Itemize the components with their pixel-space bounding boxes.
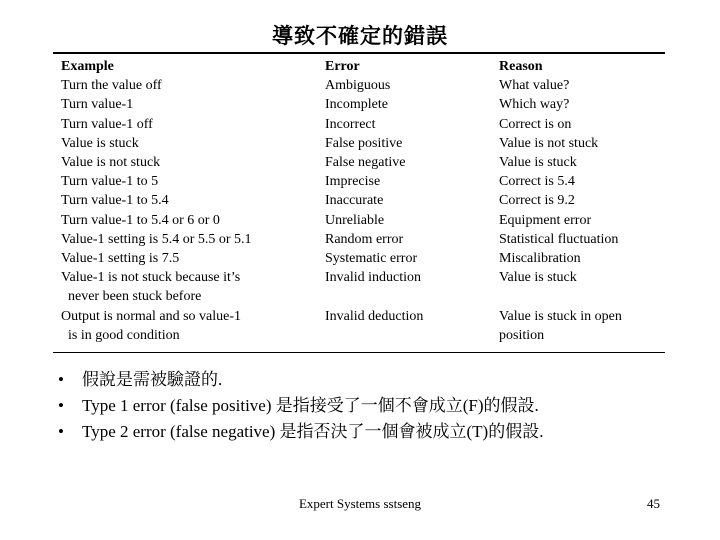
reason-cell: position [499,327,545,343]
table-top-rule [53,52,665,54]
table-bottom-rule [53,352,665,353]
error-cell: Inaccurate [325,193,384,209]
error-cell: Ambiguous [325,78,391,94]
error-cell: Invalid induction [325,270,422,286]
page-number: 45 [647,496,660,511]
example-list [61,76,311,345]
slide-title: 導致不確定的錯誤 [272,24,448,48]
example-column [61,57,311,345]
reason-cell: Statistical fluctuation [499,231,619,247]
reason-cell: Correct is 5.4 [499,174,575,190]
error-cell [325,326,490,345]
example-cell: Value-1 setting is 7.5 [61,251,180,267]
error-cell: Imprecise [325,174,381,190]
example-cell: is in good condition [61,327,180,343]
example-cell: Value is stuck [61,135,139,151]
bullet-text: Type 1 error (false positive) 是指接受了一個不會成立(F)的假設. [82,396,539,415]
error-cell: Incorrect [325,116,376,132]
bullet-text: 假說是需被驗證的. [82,370,223,389]
bullet-list [58,367,543,445]
reason-cell: Value is not stuck [499,135,599,151]
example-cell: Turn value-1 [61,97,134,113]
reason-cell: Equipment error [499,212,592,228]
example-header: Example [61,59,114,74]
reason-header: Reason [499,59,543,74]
reason-list [499,76,659,345]
error-cell: False negative [325,155,406,171]
reason-cell: Value is stuck in open [499,308,622,324]
example-cell: Output is normal and so value-1 [61,308,242,324]
error-column [325,57,490,345]
error-cell: Random error [325,231,404,247]
error-cell: Unreliable [325,212,385,228]
reason-column [499,57,659,345]
reason-cell: What value? [499,78,570,94]
reason-cell: Correct is on [499,116,572,132]
bullet-dot: • [58,370,64,389]
bullet-item [58,367,543,393]
reason-cell [499,287,659,306]
example-cell: Turn value-1 to 5.4 or 6 or 0 [61,212,220,228]
error-list [325,76,490,345]
bullet-dot: • [58,422,64,441]
bullet-dot: • [58,396,64,415]
error-header: Error [325,59,360,74]
error-cell: Invalid deduction [325,308,424,324]
bullet-text: Type 2 error (false negative) 是指否決了一個會被成立(T)的假設. [82,422,544,441]
bullet-item [58,393,543,419]
reason-cell: Value is stuck [499,270,577,286]
bullet-item [58,419,543,445]
error-cell: Incomplete [325,97,388,113]
example-cell: Turn value-1 to 5.4 [61,193,169,209]
error-cell: Systematic error [325,251,418,267]
error-cell [325,287,490,306]
example-cell: Value is not stuck [61,155,161,171]
footer-text: Expert Systems sstseng [298,496,422,511]
reason-cell: Correct is 9.2 [499,193,575,209]
reason-cell: Which way? [499,97,570,113]
reason-cell: Value is stuck [499,155,577,171]
example-cell: Value-1 setting is 5.4 or 5.5 or 5.1 [61,231,252,247]
example-cell: Turn the value off [61,78,162,94]
example-cell: Turn value-1 off [61,116,153,132]
error-cell: False positive [325,135,403,151]
example-cell: Value-1 is not stuck because it’s [61,270,241,286]
reason-cell: Miscalibration [499,251,581,267]
example-cell: never been stuck before [61,289,202,305]
example-cell: Turn value-1 to 5 [61,174,159,190]
